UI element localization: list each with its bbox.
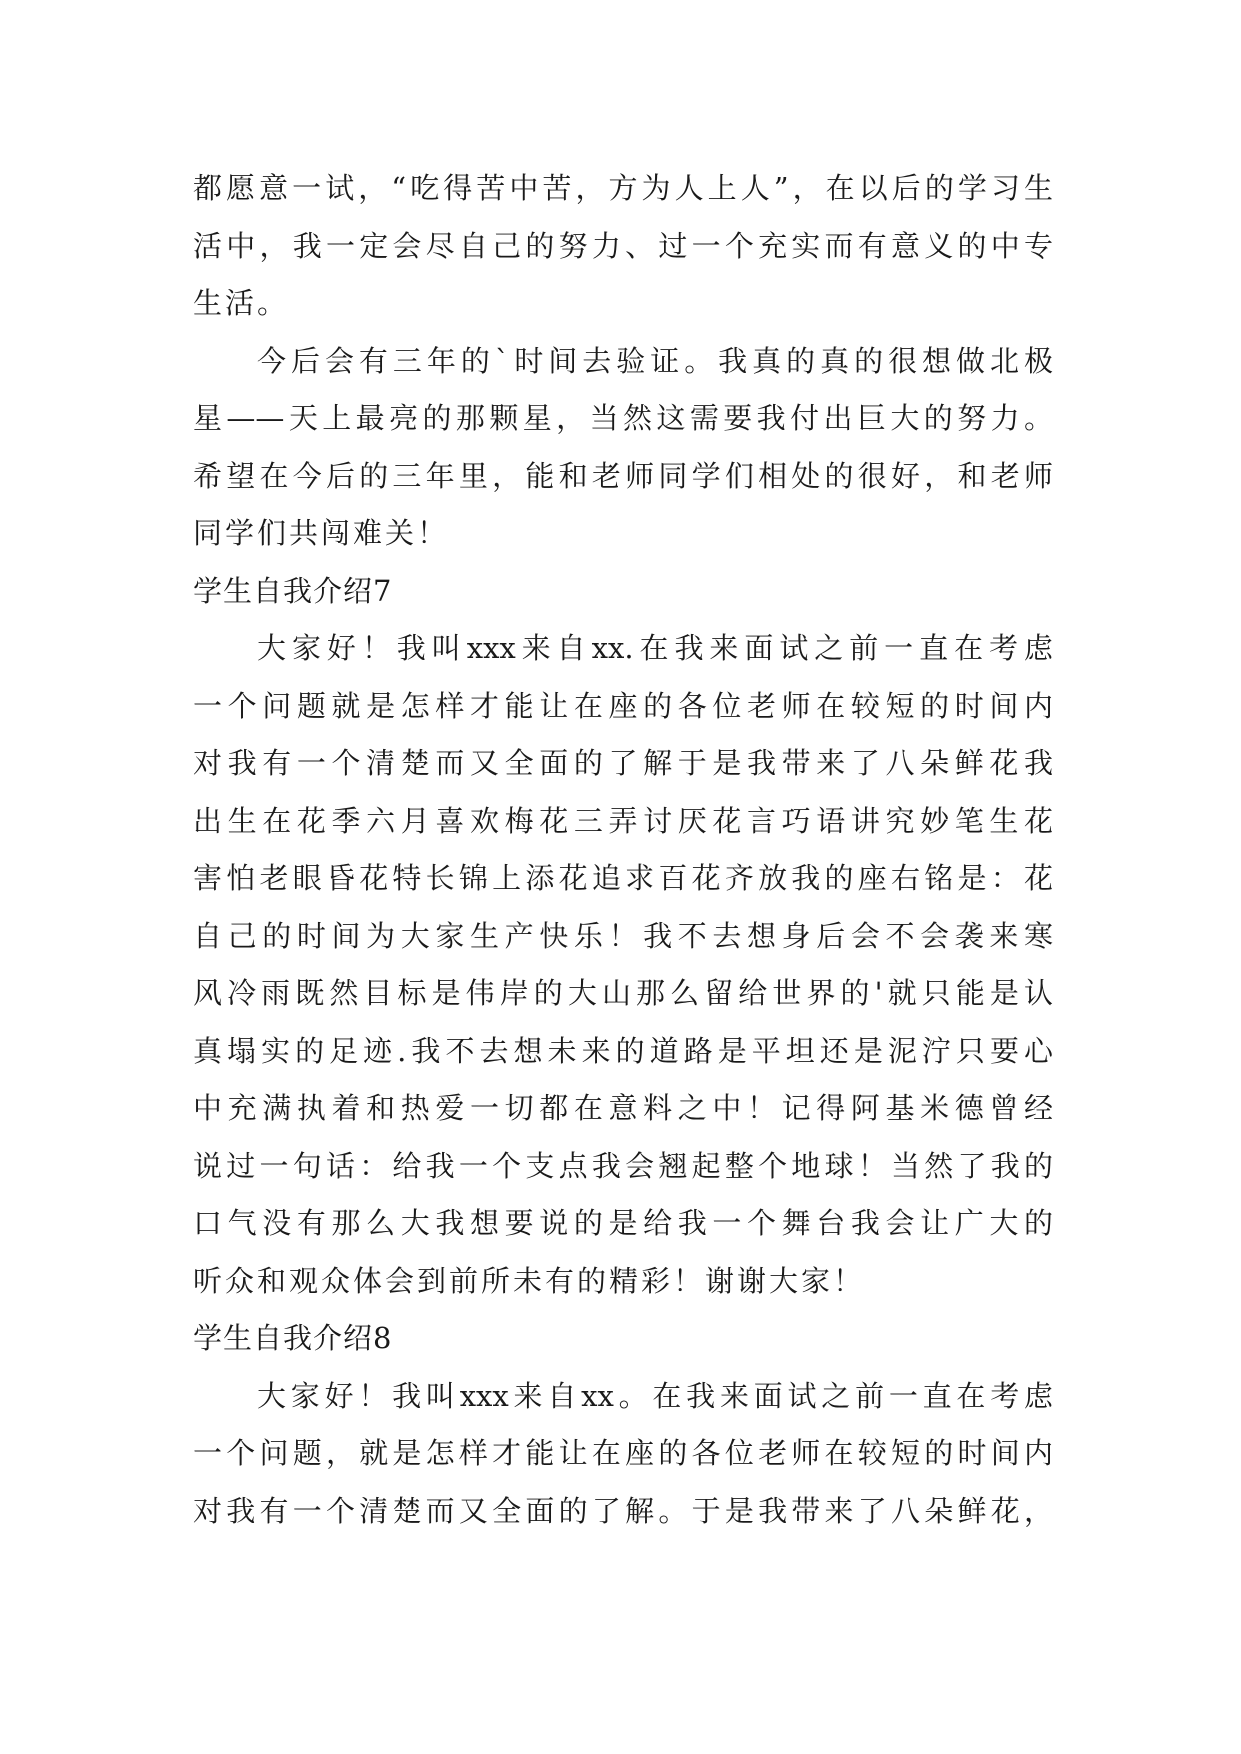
section-heading-7: 学生自我介绍7 [193, 573, 393, 608]
paragraph-2-line-2: 星——天上最亮的那颗星，当然这需要我付出巨大的努力。 [193, 401, 1053, 435]
paragraph-3-line-10: 说过一句话：给我一个支点我会翘起整个地球！当然了我的 [193, 1148, 1053, 1183]
paragraph-3-line-7: 风冷雨既然目标是伟岸的大山那么留给世界的'就只能是认 [193, 976, 1053, 1010]
paragraph-2-line-1: 今后会有三年的`时间去验证。我真的真的很想做北极 [257, 343, 1053, 378]
document-body [193, 160, 1053, 1540]
paragraph-1-line-2: 活中，我一定会尽自己的努力、过一个充实而有意义的中专 [193, 228, 1053, 263]
paragraph-4-line-3: 对我有一个清楚而又全面的了解。于是我带来了八朵鲜花， [193, 1493, 1053, 1528]
paragraph-4-line-1: 大家好！我叫xxx来自xx。在我来面试之前一直在考虑 [257, 1378, 1053, 1413]
paragraph-3-line-2: 一个问题就是怎样才能让在座的各位老师在较短的时间内 [193, 688, 1053, 723]
paragraph-3-line-4: 出生在花季六月喜欢梅花三弄讨厌花言巧语讲究妙笔生花 [193, 803, 1053, 838]
paragraph-2-line-3: 希望在今后的三年里，能和老师同学们相处的很好，和老师 [193, 458, 1053, 493]
section-heading-8: 学生自我介绍8 [193, 1321, 393, 1355]
paragraph-1-line-3: 生活。 [193, 286, 290, 320]
paragraph-4-line-2: 一个问题，就是怎样才能让在座的各位老师在较短的时间内 [193, 1436, 1053, 1470]
paragraph-3-line-5: 害怕老眼昏花特长锦上添花追求百花齐放我的座右铭是：花 [193, 861, 1053, 895]
paragraph-3-line-8: 真塌实的足迹.我不去想未来的道路是平坦还是泥泞只要心 [193, 1033, 1053, 1068]
paragraph-3-line-9: 中充满执着和热爱一切都在意料之中！记得阿基米德曾经 [193, 1091, 1053, 1125]
paragraph-2-line-4: 同学们共闯难关！ [193, 516, 450, 550]
paragraph-1-line-1: 都愿意一试，“吃得苦中苦，方为人上人”，在以后的学习生 [193, 171, 1053, 205]
paragraph-3-line-1: 大家好！我叫xxx来自xx.在我来面试之前一直在考虑 [257, 631, 1053, 665]
paragraph-3-line-6: 自己的时间为大家生产快乐！我不去想身后会不会袭来寒 [193, 918, 1053, 953]
paragraph-3-line-3: 对我有一个清楚而又全面的了解于是我带来了八朵鲜花我 [193, 746, 1053, 780]
paragraph-3-line-12: 听众和观众体会到前所未有的精彩！谢谢大家！ [193, 1263, 866, 1298]
paragraph-3-line-11: 口气没有那么大我想要说的是给我一个舞台我会让广大的 [193, 1206, 1053, 1240]
